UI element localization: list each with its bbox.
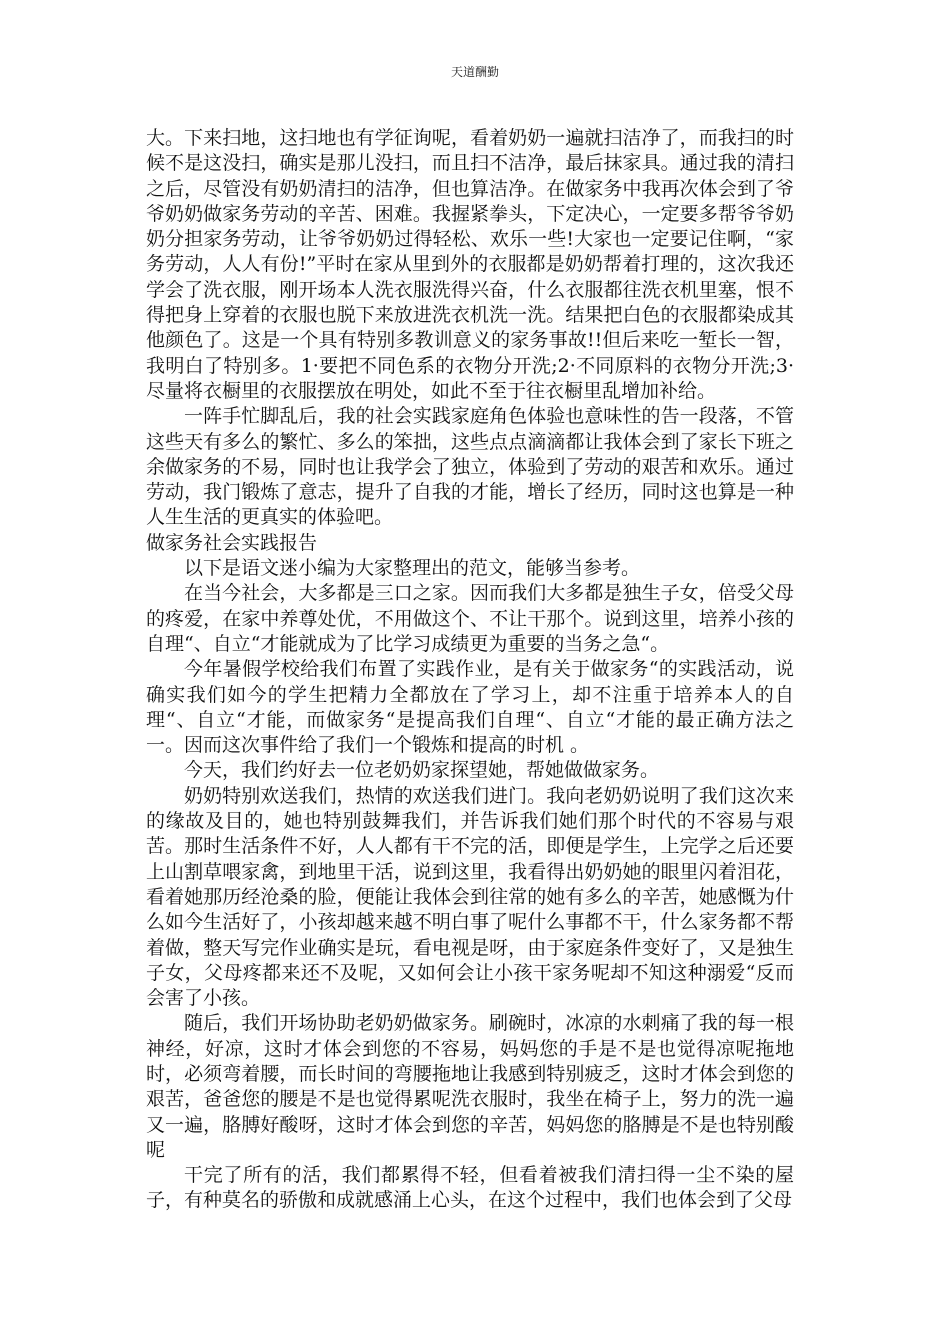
paragraph-society: 在当今社会，大多都是三口之家。因而我们大多都是独生子女，倍受父母的疼爱，在家中养尊处优，不用做这个、不让干那个。说到这里，培养小孩的自理“、自立“才能就成为了比学习成绩更为重要的当务之急“。 [146,582,794,655]
paragraph-conclusion: 干完了所有的活，我们都累得不轻，但看着被我们清扫得一尘不染的屋子，有种莫名的骄傲和成就感涌上心头，在这个过程中，我们也体会到了父母 [146,1164,794,1212]
paragraph-housework-continued: 大。下来扫地，这扫地也有学征询呢，看着奶奶一遍就扫洁净了，而我扫的时候不是这没扫，确实是那儿没扫，而且扫不洁净，最后抹家具。通过我的清扫之后，尽管没有奶奶清扫的洁净，但也算洁净。在做家务中我再次体会到了爷爷奶奶做家务劳动的辛苦、困难。我握紧拳头，下定决心，一定要多帮爷爷奶奶分担家务劳动，让爷爷奶奶过得轻松、欢乐一些!大家也一定要记住啊，“家务劳动，人人有份!”平时在家从里到外的衣服都是奶奶帮着打理的，这次我还学会了洗衣服，刚开场本人洗衣服洗得兴奋，什么衣服都往洗衣机里塞，恨不得把身上穿着的衣服也脱下来放进洗衣机洗一洗。结果把白色的衣服都染成其他颜色了。这是一个具有特别多教训意义的家务事故!!但后来吃一堑长一智，我明白了特别多。1·要把不同色系的衣物分开洗;2·不同原料的衣物分开洗;3·尽量将衣橱里的衣服摆放在明处，如此不至于往衣橱里乱增加补给。 [146,127,794,402]
section-title: 做家务社会实践报告 [146,531,318,554]
paragraph-intro: 以下是语文迷小编为大家整理出的范文，能够当参考。 [184,557,641,580]
paragraph-visit: 今天，我们约好去一位老奶奶家探望她，帮她做做家务。 [184,759,660,782]
paragraph-assignment: 今年暑假学校给我们布置了实践作业，是有关于做家务“的实践活动，说确实我们如今的学生把精力全都放在了学习上，却不注重于培养本人的自理“、自立“才能，而做家务“是提高我们自理“、自立“才能的最正确方法之一。因而这次事件给了我们一个锻炼和提高的时机 。 [146,658,794,757]
paragraph-chores: 随后，我们开场协助老奶奶做家务。刷碗时，冰凉的水刺痛了我的每一根神经，好凉，这时才体会到您的不容易，妈妈您的手是不是也觉得凉呢拖地时，必须弯着腰，而长时间的弯腰拖地让我感到特别疲乏，这时才体会到您的艰苦，爸爸您的腰是不是也觉得累呢洗衣服时，我坐在椅子上，努力的洗一遍又一遍，胳膊好酸呀，这时才体会到您的辛苦，妈妈您的胳膊是不是也特别酸呢 [146,1012,794,1161]
document-body [146,126,794,1214]
paragraph-summary: 一阵手忙脚乱后，我的社会实践家庭角色体验也意味性的告一段落，不管这些天有多么的繁忙、多么的笨拙，这些点点滴滴都让我体会到了家长下班之余做家务的不易，同时也让我学会了独立，体验到了劳动的艰苦和欢乐。通过劳动，我门锻炼了意志，提升了自我的才能，增长了经历，同时这也算是一种人生生活的更真实的体验吧。 [146,405,794,529]
page-header: 天道酬勤 [450,65,499,79]
paragraph-grandma-story: 奶奶特别欢送我们，热情的欢送我们进门。我向老奶奶说明了我们这次来的缘故及目的，她也特别鼓舞我们，并告诉我们她们那个时代的不容易与艰苦。那时生活条件不好，人人都有干不完的活，即便是学生，上完学之后还要上山割草喂家禽，到地里干活，说到这里，我看得出奶奶她的眼里闪着泪花，看着她那历经沧桑的脸，便能让我体会到往常的她有多么的辛苦，她感慨为什么如今生活好了，小孩却越来越不明白事了呢什么事都不干，什么家务都不帮着做，整天写完作业确实是玩，看电视是呀，由于家庭条件变好了，又是独生子女，父母疼都来还不及呢，又如何会让小孩干家务呢却不知这种溺爱“反而会害了小孩。 [146,784,794,1010]
